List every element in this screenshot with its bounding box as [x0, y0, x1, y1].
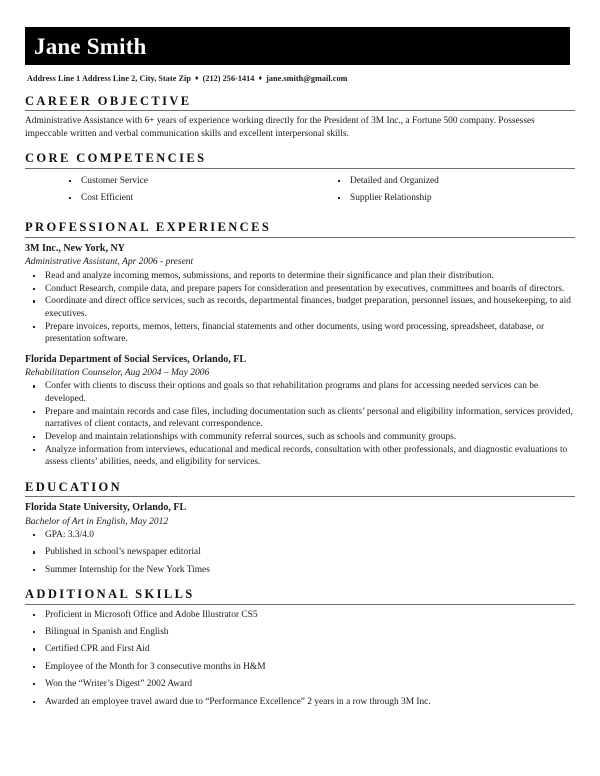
list-item: Customer Service [61, 175, 300, 187]
candidate-name: Jane Smith [34, 33, 147, 59]
core-competencies-list-right [330, 175, 575, 205]
contact-address: Address Line 1 Address Line 2, City, State Zip [27, 74, 191, 83]
list-item: Proficient in Microsoft Office and Adobe Illustrator CS5 [25, 609, 575, 621]
additional-skills-list [25, 609, 575, 708]
list-item: Bilingual in Spanish and English [25, 626, 575, 638]
list-item: Analyze information from interviews, educational and medical records, consultation with other professionals, and diagnostic evaluations to assess clients’ abilities, needs, and eligibility for services. [25, 444, 575, 469]
list-item: Supplier Relationship [330, 192, 575, 204]
job-employer: 3M Inc., New York, NY [25, 242, 125, 254]
section-career-objective [25, 94, 575, 140]
list-item: Certified CPR and First Aid [25, 643, 575, 655]
education-school: Florida State University, Orlando, FL [25, 502, 187, 514]
career-objective-body: Administrative Assistance with 6+ years of experience working directly for the President of 3M Inc., a Fortune 500 company. Possesses impeccable written and verbal communication skills and excellent interpersonal skills. [25, 116, 535, 139]
section-title-additional-skills: ADDITIONAL SKILLS [25, 587, 195, 602]
core-competencies-column-left [25, 175, 300, 210]
list-item: Develop and maintain relationships with community referral sources, such as schools and community groups. [25, 431, 575, 443]
section-divider [25, 168, 575, 169]
section-divider [25, 110, 575, 111]
list-item: Won the “Writer’s Digest” 2002 Award [25, 678, 575, 690]
list-item: Cost Efficient [61, 192, 300, 204]
list-item: GPA: 3.3/4.0 [25, 529, 575, 541]
list-item: Coordinate and direct office services, such as records, departmental finances, budget preparation, personnel issues, and housekeeping, to aid executives. [25, 295, 575, 320]
contact-phone: (212) 256-1414 [202, 74, 255, 83]
list-item: Published in school’s newspaper editorial [25, 546, 575, 558]
section-title-core-competencies: CORE COMPETENCIES [25, 151, 207, 166]
job-role: Administrative Assistant, Apr 2006 - present [25, 257, 194, 268]
section-additional-skills [25, 587, 575, 708]
core-competencies-column-right [300, 175, 575, 210]
core-competencies-columns [25, 173, 575, 210]
section-education [25, 480, 575, 576]
resume-content [25, 0, 575, 708]
section-title-professional-experiences: PROFESSIONAL EXPERIENCES [25, 220, 272, 235]
section-core-competencies [25, 151, 575, 209]
list-item: Conduct Research, compile data, and prepare papers for consideration and presentation by executives, committees and boards of directors. [25, 283, 575, 295]
list-item: Prepare and maintain records and case files, including documentation such as clients’ personal and eligibility information, services provided, narratives of client contacts, and relevant correspondence. [25, 406, 575, 431]
list-item: Employee of the Month for 3 consecutive months in H&M [25, 661, 575, 673]
job-entry [25, 353, 575, 469]
job-entry [25, 242, 575, 346]
list-item: Read and analyze incoming memos, submissions, and reports to determine their significance and plan their distribution. [25, 270, 575, 282]
list-item: Awarded an employee travel award due to “Performance Excellence” 2 years in a row through 3M Inc. [25, 696, 575, 708]
education-entry [25, 501, 575, 576]
contact-separator-1: ♦ [194, 74, 199, 82]
contact-separator-2: ♦ [258, 74, 263, 82]
list-item: Confer with clients to discuss their options and goals so that rehabilitation programs and plans for accessing needed services can be developed. [25, 380, 575, 405]
job-bullets [25, 270, 575, 346]
section-divider [25, 604, 575, 605]
education-bullets [25, 529, 575, 576]
section-title-education: EDUCATION [25, 479, 123, 494]
list-item: Detailed and Organized [330, 175, 575, 187]
name-banner [25, 27, 570, 65]
list-item: Summer Internship for the New York Times [25, 564, 575, 576]
contact-email[interactable]: jane.smith@gmail.com [266, 74, 348, 83]
section-title-career-objective: CAREER OBJECTIVE [25, 94, 192, 108]
education-degree: Bachelor of Art in English, May 2012 [25, 516, 169, 527]
job-role: Rehabilitation Counselor, Aug 2004 – May 2006 [25, 368, 210, 379]
section-divider [25, 496, 575, 497]
core-competencies-list-left [61, 175, 300, 205]
contact-line [25, 74, 575, 83]
job-employer: Florida Department of Social Services, Orlando, FL [25, 353, 247, 365]
section-professional-experiences [25, 220, 575, 468]
list-item: Prepare invoices, reports, memos, letters, financial statements and other documents, using word processing, spreadsheet, database, or presentation software. [25, 321, 575, 346]
section-divider [25, 237, 575, 238]
job-bullets [25, 380, 575, 468]
